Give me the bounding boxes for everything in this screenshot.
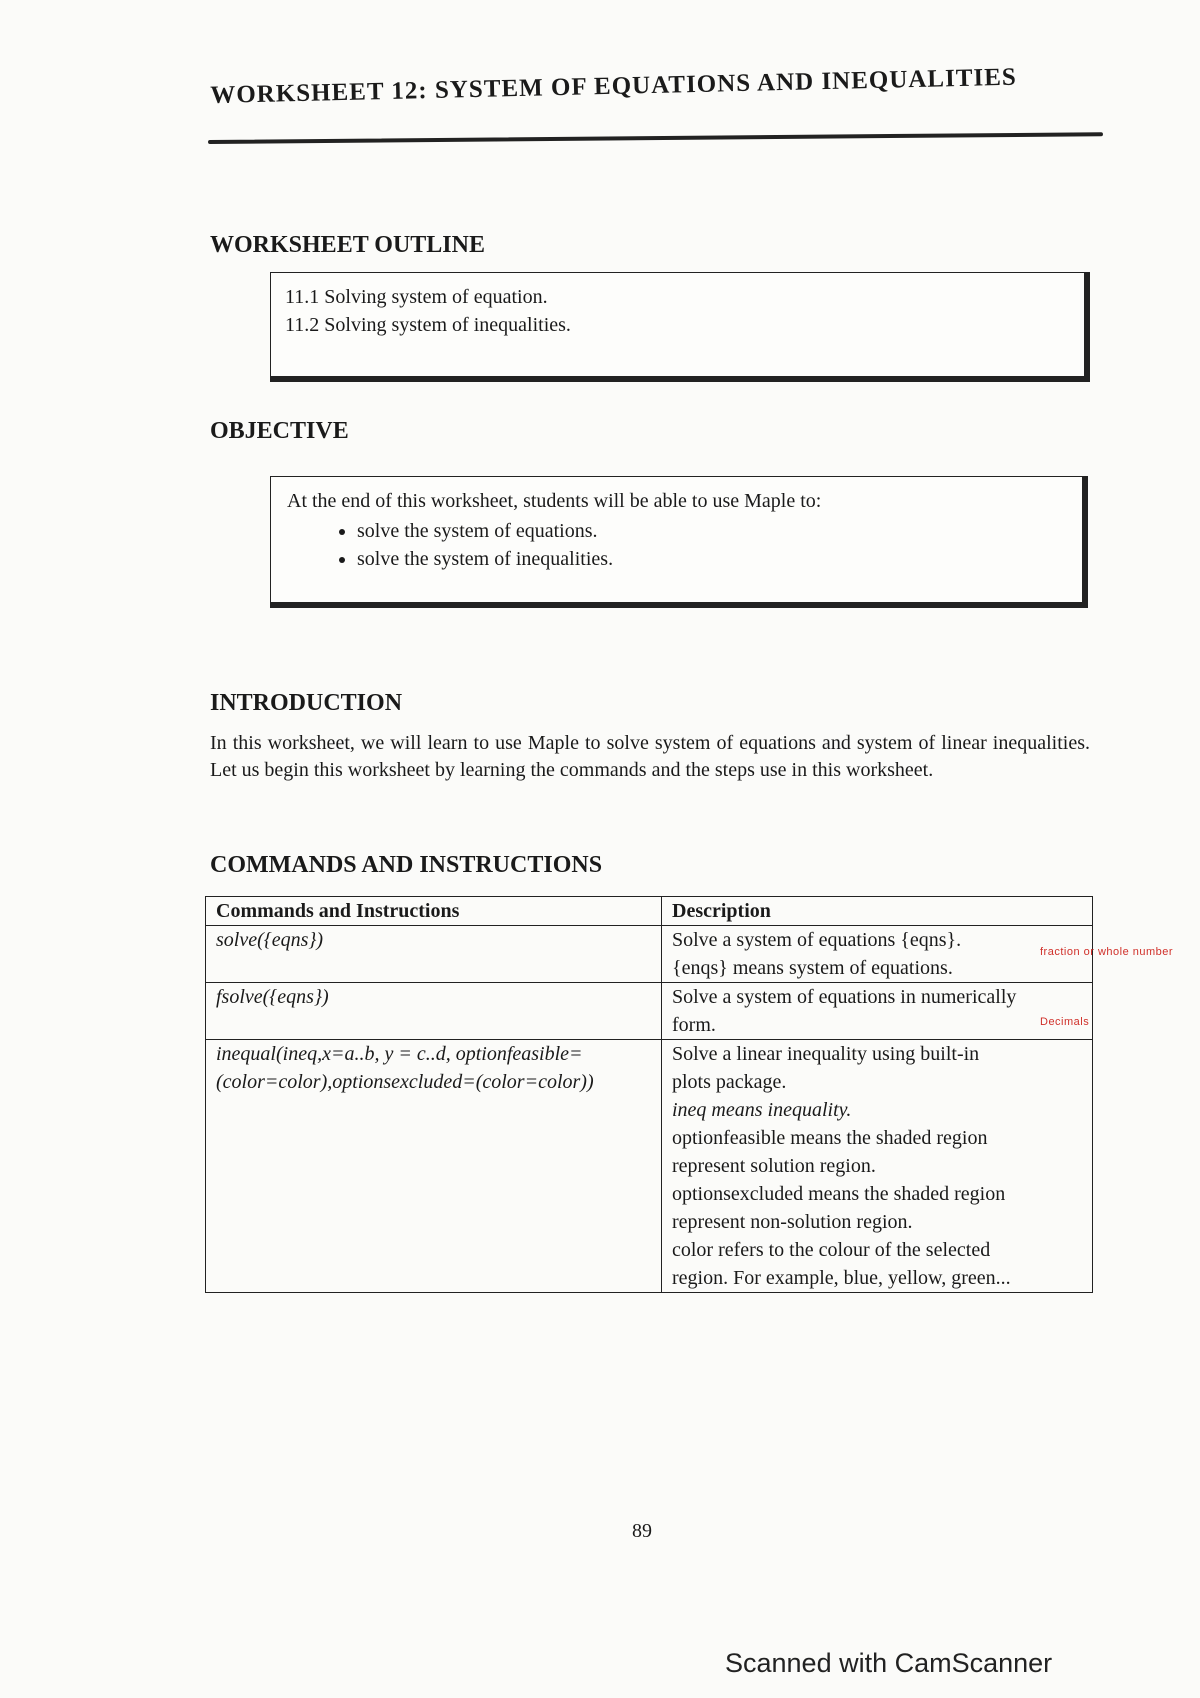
description-line: color refers to the colour of the selected — [672, 1239, 991, 1261]
column-header-description: Description — [662, 897, 1093, 926]
outline-item: 11.2 Solving system of inequalities. — [285, 314, 571, 336]
commands-heading: COMMANDS AND INSTRUCTIONS — [210, 852, 603, 878]
introduction-text: In this worksheet, we will learn to use Maple to solve system of equations and system of linear inequalities. Let us begin this worksheet by learning the commands and the steps use in this worksheet. — [210, 732, 1090, 781]
table-row — [206, 983, 1093, 1040]
command-cell: solve({eqns}) — [206, 926, 662, 983]
worksheet-title: WORKSHEET 12: SYSTEM OF EQUATIONS AND INEQUALITIES — [210, 63, 1018, 109]
scanner-watermark: Scanned with CamScanner — [725, 1648, 1053, 1678]
description-line: form. — [672, 1014, 716, 1036]
description-line: represent solution region. — [672, 1155, 876, 1177]
outline-heading: WORKSHEET OUTLINE — [210, 232, 485, 258]
page-number: 89 — [632, 1520, 652, 1542]
handwritten-note-decimals: Decimals — [1040, 1016, 1090, 1028]
objective-heading: OBJECTIVE — [210, 418, 349, 444]
command-cell: inequal(ineq,x=a..b, y = c..d, optionfeasible= (color=color),optionsexcluded=(color=color)) — [206, 1040, 662, 1293]
objective-box — [270, 476, 1088, 608]
table-row — [206, 1040, 1093, 1293]
objective-bullet: • solve the system of equations. — [357, 517, 1066, 545]
description-line: optionfeasible means the shaded region — [672, 1127, 988, 1149]
objective-list — [287, 517, 1066, 573]
outline-item: 11.1 Solving system of equation. — [285, 286, 548, 308]
title-underline — [208, 132, 1103, 144]
table-row — [206, 926, 1093, 983]
outline-box — [270, 272, 1090, 382]
description-line: Solve a system of equations in numerically — [672, 986, 1017, 1008]
description-cell — [662, 1040, 1093, 1293]
description-line: Solve a system of equations {eqns}. — [672, 929, 962, 951]
commands-table — [205, 896, 1093, 1293]
description-cell — [662, 983, 1093, 1040]
description-line: {enqs} means system of equations. — [672, 957, 953, 979]
objective-lead: At the end of this worksheet, students will be able to use Maple to: — [287, 490, 822, 512]
commands-table-wrapper — [205, 896, 1093, 1293]
command-cell: fsolve({eqns}) — [206, 983, 662, 1040]
description-line: represent non-solution region. — [672, 1211, 913, 1233]
objective-bullet: • solve the system of inequalities. — [357, 545, 1066, 573]
description-line: Solve a linear inequality using built-in — [672, 1043, 980, 1065]
description-line: plots package. — [672, 1071, 787, 1093]
description-cell — [662, 926, 1093, 983]
description-line: region. For example, blue, yellow, green... — [672, 1267, 1011, 1289]
table-header-row — [206, 897, 1093, 926]
description-line: ineq means inequality. — [672, 1099, 852, 1121]
column-header-commands: Commands and Instructions — [206, 897, 662, 926]
introduction-heading: INTRODUCTION — [210, 690, 403, 716]
handwritten-note-fraction: fraction or whole number — [1040, 946, 1174, 958]
description-line: optionsexcluded means the shaded region — [672, 1183, 1006, 1205]
